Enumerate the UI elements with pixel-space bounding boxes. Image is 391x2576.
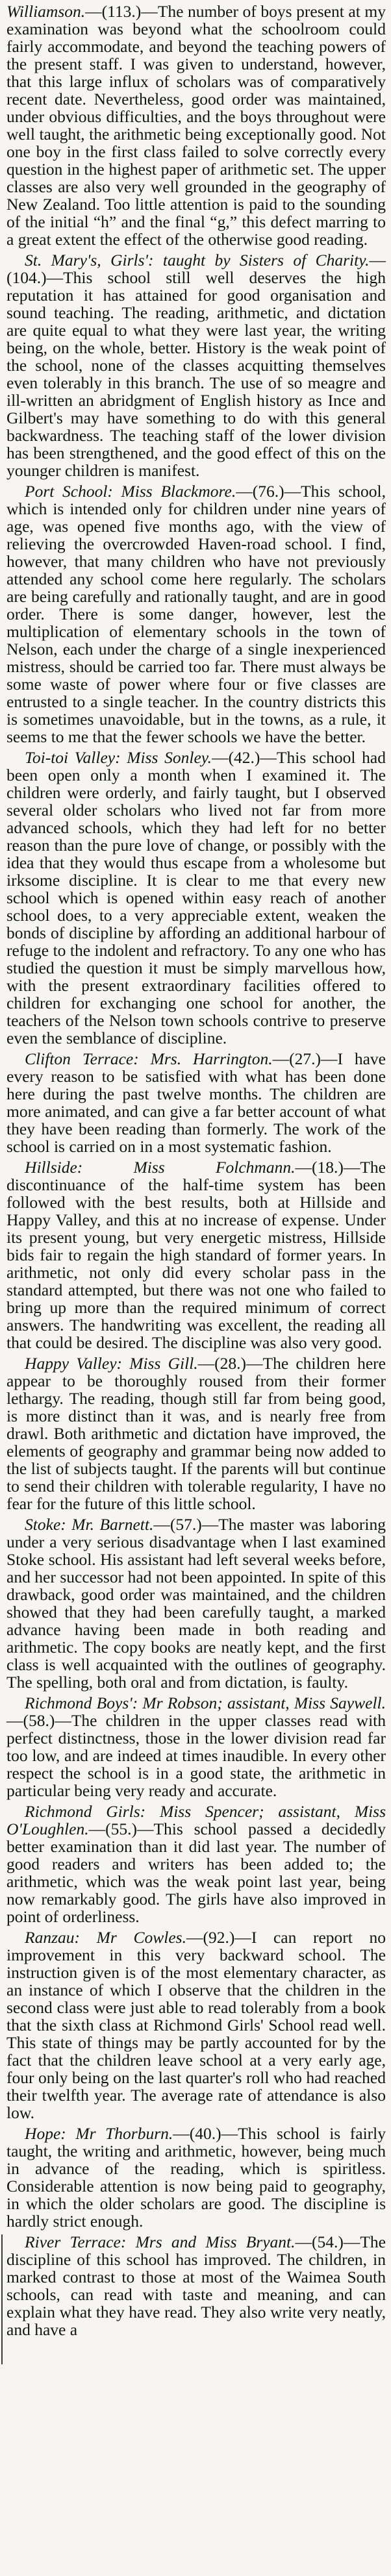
- report-text: I can report no improvement in this very backward school. The instruction given is of the most elementary character, as an instance of which I observe that the children in the second class were just able to read tolerably from a book that the sixth class at Richmond Girls' School read well. This state of things may be partly accounted for by the fact that the children leave school at a very early age, four only being on the last quarter's roll who had reached their twelfth year. The average rate of attendance is also low.: [6, 1928, 386, 2122]
- column-rule: [1, 2234, 3, 2364]
- school-heading: Happy Valley: Miss Gill.: [25, 1354, 198, 1373]
- school-heading: Hillside: Miss Folchmann.: [25, 1158, 296, 1177]
- roll-count: —(18.)—: [295, 1158, 360, 1177]
- report-entry-toi-toi-valley: [6, 749, 386, 1047]
- report-text: The children here appear to be thoroughly roused from their former lethargy. The reading, though still far from being good, is more distinct than it was, and is nearly free from drawl. Both arithmetic and dictation have improved, the elements of geography and grammar being now added to the list of subjects taught. If the parents will but continue to send their children with tolerable regularity, I have no fear for the future of this little school.: [6, 1354, 386, 1513]
- school-heading: Clifton Terrace: Mrs. Harrington.: [25, 1049, 273, 1068]
- roll-count: —(40.)—: [173, 2124, 238, 2143]
- report-entry-port-school: [6, 482, 386, 745]
- school-heading: St. Mary's, Girls': taught by Sisters of Charity.: [25, 251, 370, 269]
- report-text: The discontinuance of the half-time system has been followed with the best results, both at Hillside and Happy Valley, and this at no increase of expense. Under its present young, but very energetic mistress, Hillside bids fair to regain the high standard of former years. In arithmetic, not only did every scholar pass in the standard attempted, but there was not one who failed to bring up more than the required minimum of correct answers. The handwriting was excellent, the reading all that could be desired. The discipline was also very good.: [6, 1158, 386, 1352]
- report-text: I have every reason to be satisfied with what has been done here during the past twelve months. The children are more animated, and can give a far better account of what they have been reading than formerly. The work of the school is carried on in a most systematic fashion.: [6, 1049, 386, 1156]
- roll-count: —(58.)—: [6, 1711, 71, 1730]
- roll-count: —(27.)—: [272, 1049, 338, 1068]
- roll-count: —(55.)—: [88, 1819, 154, 1838]
- school-heading: Ranzau: Mr Cowles.: [25, 1928, 186, 1947]
- school-heading: Toi-toi Valley: Miss Sonley.: [25, 748, 212, 767]
- report-entry-richmond-boys: [6, 1694, 386, 1799]
- roll-count: —(42.)—: [212, 748, 277, 767]
- report-entry-hillside: [6, 1158, 386, 1351]
- roll-count: —(104.)—: [6, 251, 386, 287]
- school-heading: Williamson.: [6, 2, 86, 21]
- roll-count: —(28.)—: [197, 1354, 263, 1373]
- roll-count: —(76.)—: [236, 482, 301, 501]
- school-heading: Port School: Miss Blackmore.: [25, 482, 236, 501]
- school-heading: Richmond Girls: Miss Spencer; assistant, Miss O'Loughlen.: [6, 1802, 386, 1838]
- report-entry-clifton-terrace: [6, 1050, 386, 1155]
- roll-count: —(57.)—: [153, 1515, 219, 1534]
- report-text: This school is fairly taught, the writing and arithmetic, however, being much in advance of the reading, which is spiritless. Considerable attention is now being paid to geography, in which the older scholars are good. The discipline is hardly strict enough.: [6, 2124, 386, 2231]
- report-text: The number of boys present at my examination was beyond what the schoolroom could fairly accommodate, and beyond the teaching powers of the present staff. I was given to understand, however, that this large influx of scholars was of comparatively recent date. Nevertheless, good order was maintained, under obvious difficulties, and the boys throughout were well taught, the arithmetic being exceptionally good. Not one boy in the first class failed to solve correctly every question in the highest paper of arithmetic set. The upper classes are also very well grounded in the geography of New Zealand. Too little attention is paid to the sounding of the initial “h” and the final “g,” this defect marring to a great extent the effect of the otherwise good reading.: [6, 2, 386, 249]
- report-entry-richmond-girls: [6, 1803, 386, 1925]
- roll-count: —(92.)—: [186, 1928, 251, 1947]
- report-entry-hope: [6, 2125, 386, 2230]
- report-text: The discipline of this school has improved. The children, in marked contrast to those at most of the Waimea South schools, can read with taste and meaning, and can explain what they have read. They also write very neatly, and have a: [6, 2232, 386, 2339]
- report-entry-happy-valley: [6, 1355, 386, 1512]
- report-entry-stoke: [6, 1516, 386, 1691]
- report-text: This school passed a decidedly better examination than it did last year. The number of good readers and writers has been added to; the arithmetic, which was the weak point last year, being now remarkably good. The girls have also improved in point of orderliness.: [6, 1819, 386, 1926]
- report-entry-ranzau: [6, 1929, 386, 2121]
- report-entry-st-marys-girls: [6, 251, 386, 479]
- roll-count: —(113.)—: [85, 2, 158, 21]
- school-heading: Stoke: Mr. Barnett.: [25, 1515, 154, 1534]
- report-entry-river-terrace: [6, 2233, 386, 2338]
- school-heading: Richmond Boys': Mr Robson; assistant, Miss Saywell.: [25, 1694, 386, 1712]
- report-text: This school had been open only a month when I examined it. The children were orderly, and fairly taught, but I observed several older scholars who lived not far from more advanced schools, which they had left for no better reason than the pure love of change, or possibly with the idea that they would thus escape from a wholesome but irksome discipline. It is clear to me that every new school which is opened within easy reach of another school does, to a very appreciable extent, weaken the bonds of discipline by affording an additional harbour of refuge to the indolent and refractory. To any one who has studied the question it must be simply marvellous how, with the present extraordinary facilities offered to children for exchanging one school for another, the teachers of the Nelson town schools contrive to preserve even the semblance of discipline.: [6, 748, 386, 1047]
- roll-count: —(54.)—: [295, 2232, 360, 2251]
- report-text: This school still well deserves the high reputation it has attained for good organisation and sound teaching. The reading, arithmetic, and dictation are quite equal to what they were last year, the writing being, on the whole, better. History is the weak point of the school, none of the classes acquitting themselves even tolerably in this branch. The use of so meagre and ill-written an abridgment of English history as Ince and Gilbert's may have something to do with this general backwardness. The teaching staff of the lower division has been strengthened, and the good effect of this on the younger children is manifest.: [6, 268, 386, 480]
- report-text: The master was laboring under a very serious disadvantage when I last examined Stoke school. His assistant had left several weeks before, and her successor had not been appointed. In spite of this drawback, good order was maintained, and the children showed that they had been carefully taught, a marked advance having been made in both reading and arithmetic. The copy books are neatly kept, and the first class is well acquainted with the outlines of geography. The spelling, both oral and from dictation, is faulty.: [6, 1515, 386, 1692]
- school-heading: River Terrace: Mrs and Miss Bryant.: [25, 2232, 296, 2251]
- report-entry-williamson: [6, 3, 386, 248]
- report-text: The children in the upper classes read with perfect distinctness, those in the lower division read far too low, and are indeed at times inaudible. In every other respect the school is in a good state, the arithmetic in particular being very ready and accurate.: [6, 1711, 386, 1800]
- report-text: This school, which is intended only for children under nine years of age, was opened five months ago, with the view of relieving the overcrowded Haven-road school. I find, however, that many children who have not previously attended any school come here regularly. The scholars are being carefully and rationally taught, and are in good order. There is some danger, however, lest the multiplication of elementary schools in the town of Nelson, each under the charge of a single inexperienced mistress, should be carried too far. There must always be some waste of power where four or five classes are entrusted to a single teacher. In the country districts this is sometimes unavoidable, but in the towns, as a rule, it seems to me that the fewer schools we have the better.: [6, 482, 386, 746]
- school-heading: Hope: Mr Thorburn.: [25, 2124, 173, 2143]
